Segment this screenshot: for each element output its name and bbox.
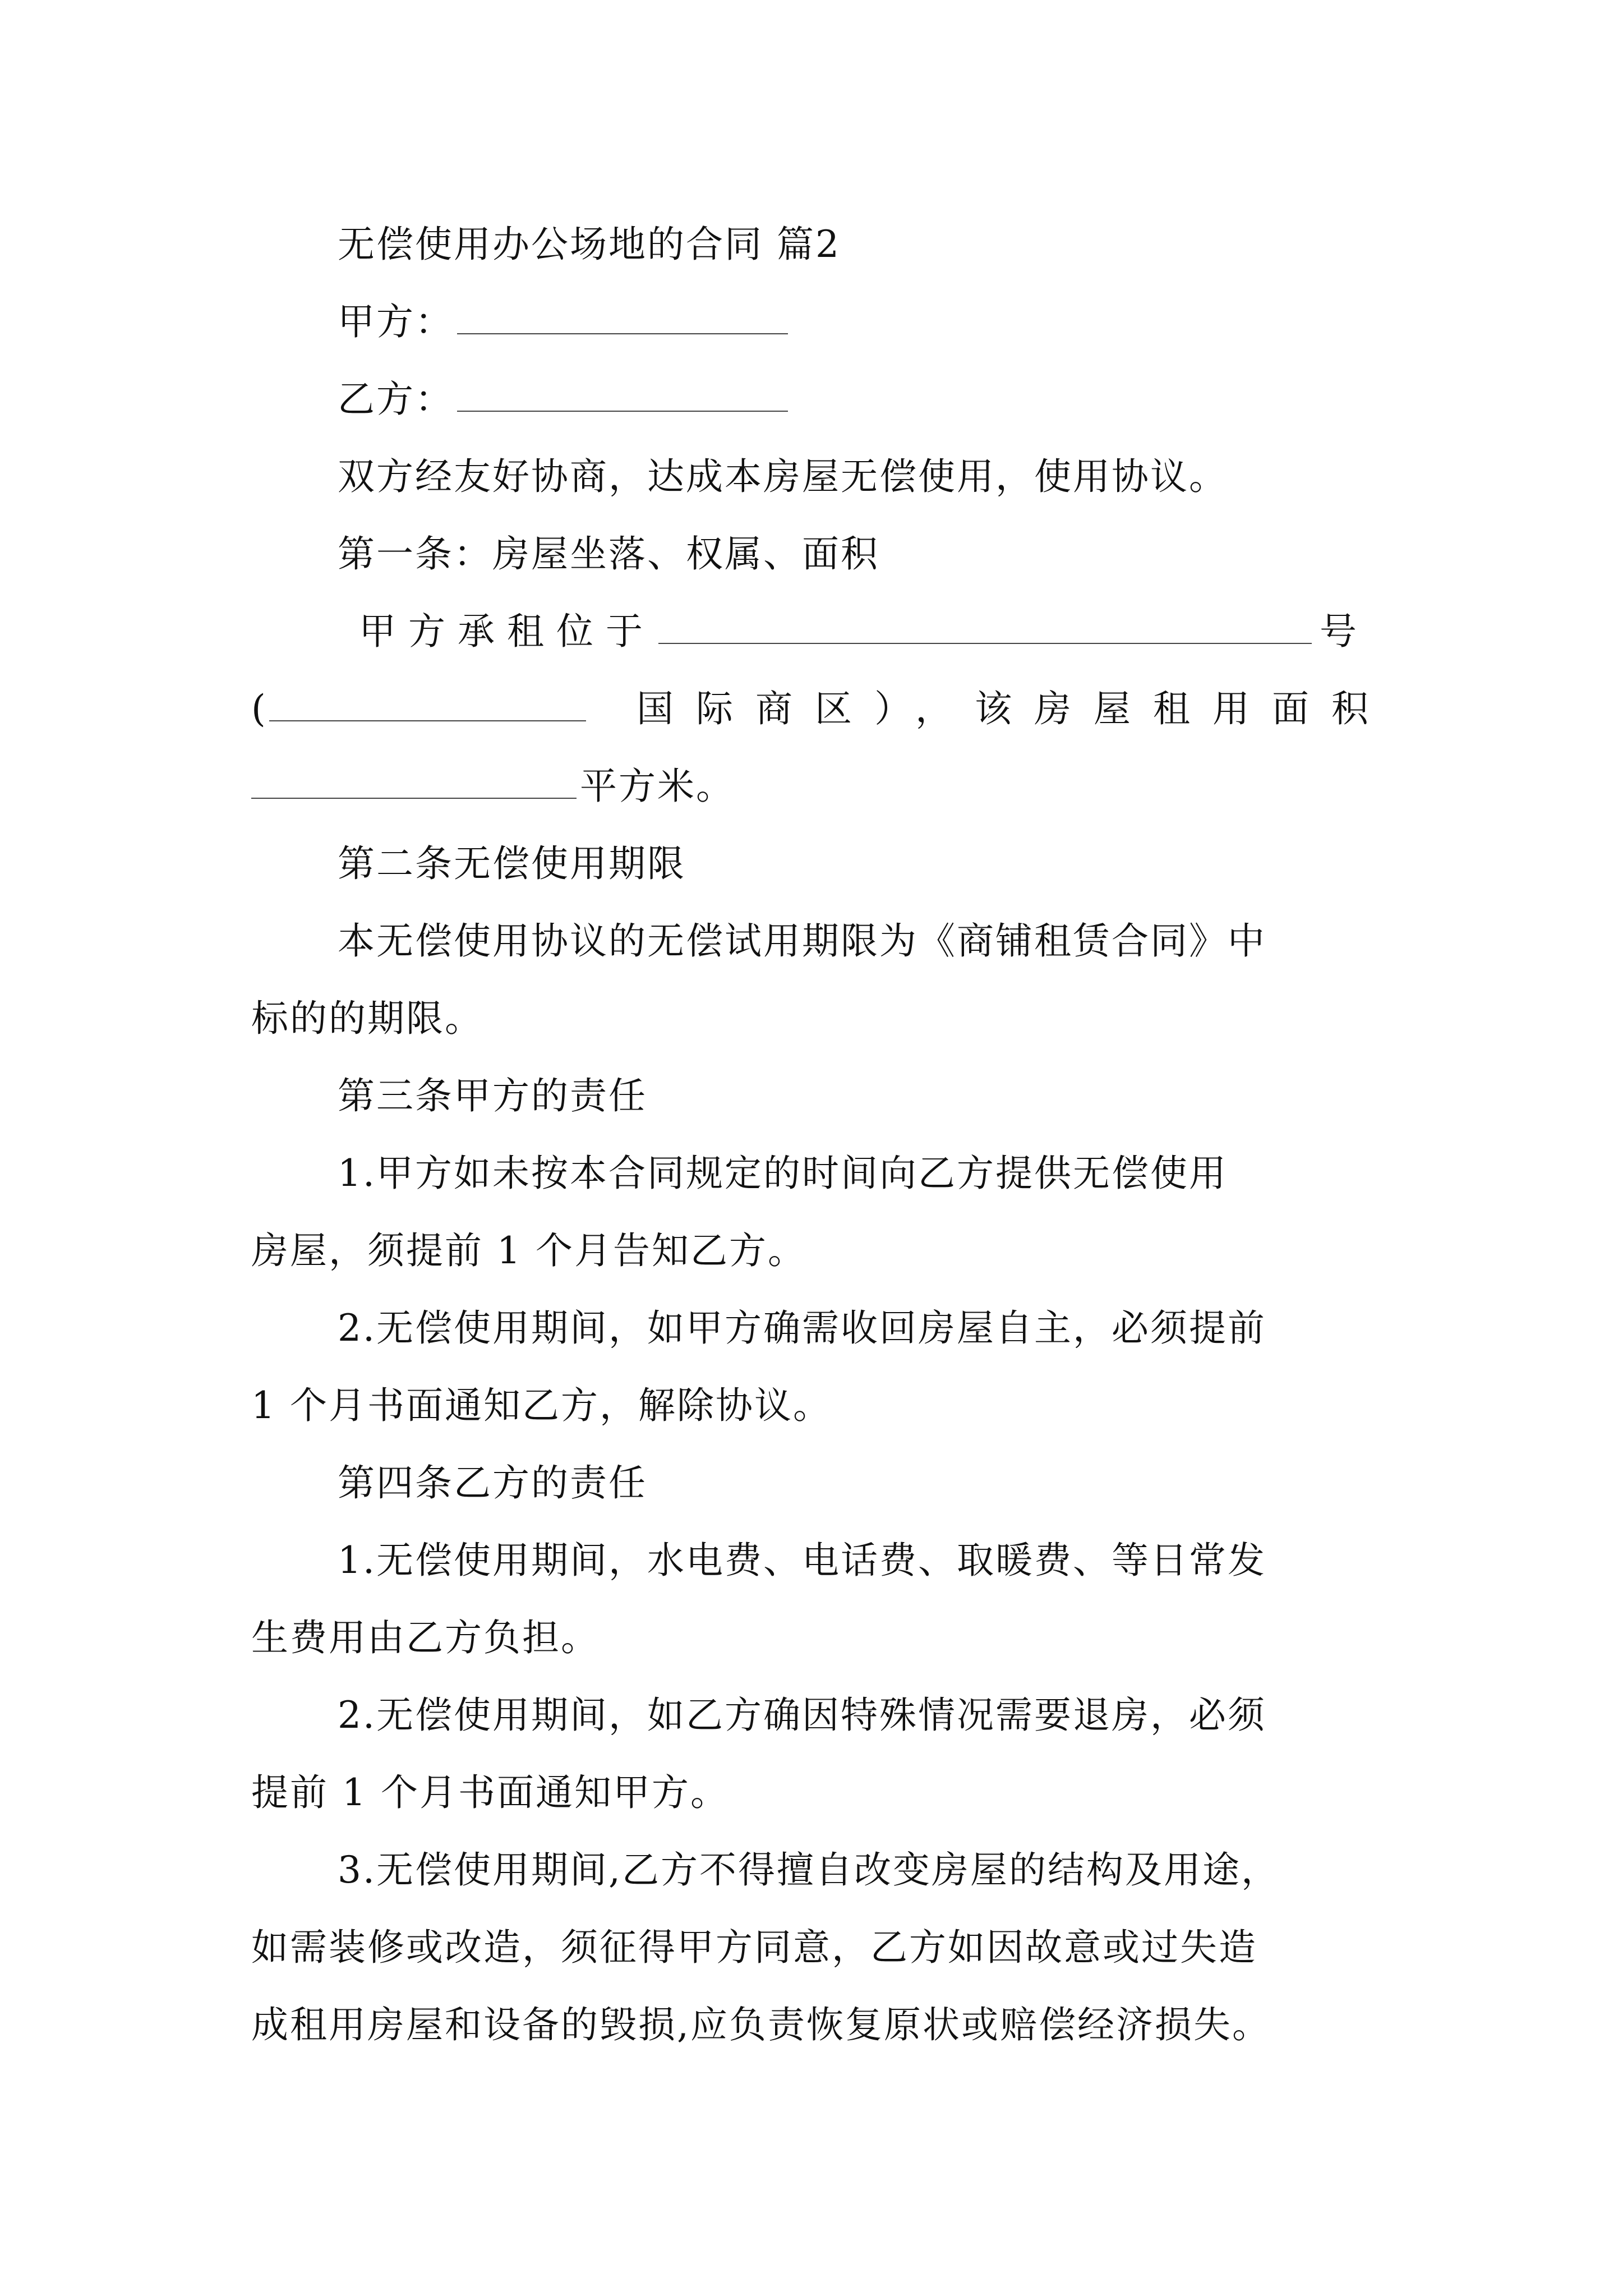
article4-item1-line1: 1.无偿使用期间，水电费、电话费、取暖费、等日常发: [338, 1539, 1266, 1582]
district-group: [251, 681, 589, 737]
document-title: 无偿使用办公场地的合同 篇2: [338, 223, 841, 266]
article1-line3: [251, 758, 735, 815]
party-b-line: [338, 371, 791, 427]
article4-item3-line1: 3.无偿使用期间,乙方不得擅自改变房屋的结构及用途，: [338, 1848, 1280, 1892]
article4-item2-line1: 2.无偿使用期间，如乙方确因特殊情况需要退房，必须: [338, 1694, 1266, 1737]
article4-heading: 第四条乙方的责任: [338, 1461, 647, 1504]
article3-item2-line1: 2.无偿使用期间，如甲方确需收回房屋自主，必须提前: [338, 1306, 1266, 1350]
address-blank[interactable]: [658, 611, 1312, 644]
article1-location-text: 甲方承租位于: [359, 610, 655, 653]
article3-heading: 第三条甲方的责任: [338, 1074, 647, 1117]
article1-area-text: 国际商区），该房屋租用面积: [637, 687, 1391, 730]
square-meters-text: 平方米。: [580, 765, 735, 808]
article3-item1-line1: 1.甲方如未按本合同规定的时间向乙方提供无偿使用: [338, 1152, 1228, 1195]
article4-item2-line2: 提前 1 个月书面通知甲方。: [251, 1771, 729, 1814]
article2-line1: 本无偿使用协议的无偿试用期限为《商铺租赁合同》中: [338, 919, 1266, 963]
party-a-label: 甲方：: [338, 300, 454, 343]
article1-number-suffix: 号: [1320, 610, 1369, 653]
article3-item2-line2: 1 个月书面通知乙方，解除协议。: [251, 1384, 832, 1427]
party-a-blank[interactable]: [457, 302, 788, 334]
article2-line2: 标的的期限。: [251, 997, 483, 1040]
article2-heading: 第二条无偿使用期限: [338, 842, 686, 885]
party-b-blank[interactable]: [457, 379, 788, 412]
article4-item3-line2: 如需装修或改造，须征得甲方同意，乙方如因故意或过失造: [251, 1926, 1257, 1969]
party-a-line: [338, 294, 791, 350]
article1-heading: 第一条：房屋坐落、权属、面积: [338, 532, 879, 576]
area-blank[interactable]: [251, 766, 577, 799]
article4-item1-line2: 生费用由乙方负担。: [251, 1616, 600, 1659]
article1-line1: [359, 604, 1369, 660]
article4-item3-line3: 成租用房屋和设备的毁损,应负责恢复原状或赔偿经济损失。: [251, 2003, 1271, 2046]
article3-item1-line2: 房屋，须提前 1 个月告知乙方。: [251, 1229, 806, 1272]
intro-paragraph: 双方经友好协商，达成本房屋无偿使用，使用协议。: [338, 455, 1228, 498]
article1-line2: [251, 681, 1391, 737]
party-b-label: 乙方：: [338, 378, 454, 421]
open-paren: (: [251, 687, 266, 730]
district-blank[interactable]: [269, 689, 586, 721]
